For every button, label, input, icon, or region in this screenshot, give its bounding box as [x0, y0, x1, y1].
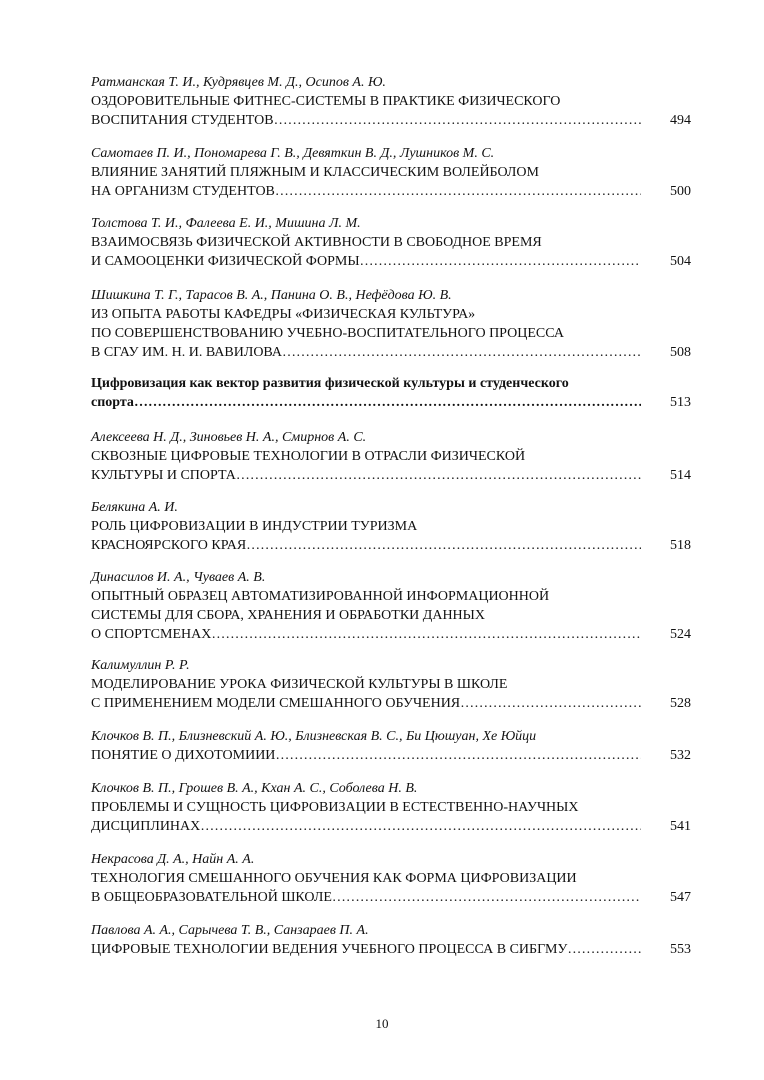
entry-title-line: КУЛЬТУРЫ И СПОРТА ……………………………………………………………………………………………………………………………………………………………………	[91, 466, 641, 485]
toc-entry	[91, 921, 691, 959]
entry-authors: Павлова А. А., Сарычева Т. В., Санзараев П. А.	[91, 923, 369, 938]
entry-title-line: В СГАУ ИМ. Н. И. ВАВИЛОВА ……………………………………………………………………………………………………………………………………………………………………	[91, 343, 641, 362]
entry-title-line: ВОСПИТАНИЯ СТУДЕНТОВ ……………………………………………………………………………………………………………………………………………………………………	[91, 111, 641, 130]
leader-dots	[274, 111, 641, 130]
entry-page-number: 508	[670, 345, 691, 360]
entry-authors: Некрасова Д. А., Найн А. А.	[91, 852, 255, 867]
entry-authors: Динасилов И. А., Чуваев А. В.	[91, 570, 266, 585]
entry-title-line: ВЗАИМОСВЯЗЬ ФИЗИЧЕСКОЙ АКТИВНОСТИ В СВОБОДНОЕ ВРЕМЯ	[91, 235, 542, 250]
entry-title-line: СИСТЕМЫ ДЛЯ СБОРА, ХРАНЕНИЯ И ОБРАБОТКИ ДАННЫХ	[91, 608, 485, 623]
toc-entry	[91, 850, 691, 907]
entry-page-number: 524	[670, 627, 691, 642]
entry-authors: Клочков В. П., Близневский А. Ю., Близневская В. С., Би Цюшуан, Хе Юйци	[91, 729, 537, 744]
entry-page-number: 494	[670, 113, 691, 128]
entry-title-line: И САМООЦЕНКИ ФИЗИЧЕСКОЙ ФОРМЫ ……………………………………………………………………………………………………………………………………………………………………	[91, 252, 641, 271]
entry-authors: Калимуллин Р. Р.	[91, 658, 190, 673]
toc-entry	[91, 498, 691, 555]
entry-title-line: ТЕХНОЛОГИЯ СМЕШАННОГО ОБУЧЕНИЯ КАК ФОРМА ЦИФРОВИЗАЦИИ	[91, 871, 577, 886]
entry-title-line: ЦИФРОВЫЕ ТЕХНОЛОГИИ ВЕДЕНИЯ УЧЕБНОГО ПРОЦЕССА В СИБГМУ ……………………………………………………………………………………………………………………………………………………………………	[91, 940, 641, 959]
leader-dots	[211, 625, 641, 644]
entry-title-line: ОЗДОРОВИТЕЛЬНЫЕ ФИТНЕС-СИСТЕМЫ В ПРАКТИКЕ ФИЗИЧЕСКОГО	[91, 94, 561, 109]
entry-title-line: Цифровизация как вектор развития физической культуры и студенческого	[91, 376, 569, 391]
leader-dots	[332, 888, 641, 907]
entry-title-line: ДИСЦИПЛИНАХ ……………………………………………………………………………………………………………………………………………………………………	[91, 817, 641, 836]
entry-title-line: СКВОЗНЫЕ ЦИФРОВЫЕ ТЕХНОЛОГИИ В ОТРАСЛИ ФИЗИЧЕСКОЙ	[91, 449, 526, 464]
toc-entry	[91, 727, 691, 765]
toc-entry	[91, 73, 691, 130]
entry-authors: Ратманская Т. И., Кудрявцев М. Д., Осипов А. Ю.	[91, 75, 386, 90]
entry-title-line: ВЛИЯНИЕ ЗАНЯТИЙ ПЛЯЖНЫМ И КЛАССИЧЕСКИМ ВОЛЕЙБОЛОМ	[91, 165, 539, 180]
leader-dots	[246, 536, 641, 555]
entry-authors: Клочков В. П., Грошев В. А., Кхан А. С., Соболева Н. В.	[91, 781, 418, 796]
toc-entry	[91, 428, 691, 485]
entry-authors: Белякина А. И.	[91, 500, 178, 515]
toc-section-heading	[91, 374, 691, 412]
leader-dots	[275, 182, 641, 201]
entry-authors: Шишкина Т. Г., Тарасов В. А., Панина О. В., Нефёдова Ю. В.	[91, 288, 452, 303]
leader-dots	[134, 393, 641, 412]
entry-title-line: РОЛЬ ЦИФРОВИЗАЦИИ В ИНДУСТРИИ ТУРИЗМА	[91, 519, 418, 534]
entry-page-number: 541	[670, 819, 691, 834]
entry-title-line: ПРОБЛЕМЫ И СУЩНОСТЬ ЦИФРОВИЗАЦИИ В ЕСТЕСТВЕННО-НАУЧНЫХ	[91, 800, 579, 815]
entry-title-line: В ОБЩЕОБРАЗОВАТЕЛЬНОЙ ШКОЛЕ ……………………………………………………………………………………………………………………………………………………………………	[91, 888, 641, 907]
toc-entry	[91, 779, 691, 836]
entry-page-number: 500	[670, 184, 691, 199]
entry-page-number: 504	[670, 254, 691, 269]
leader-dots	[200, 817, 641, 836]
entry-page-number: 547	[670, 890, 691, 905]
leader-dots	[236, 466, 641, 485]
entry-title-line: КРАСНОЯРСКОГО КРАЯ ……………………………………………………………………………………………………………………………………………………………………	[91, 536, 641, 555]
entry-authors: Самотаев П. И., Пономарева Г. В., Девяткин В. Д., Лушников М. С.	[91, 146, 495, 161]
entry-authors: Толстова Т. И., Фалеева Е. И., Мишина Л. М.	[91, 216, 361, 231]
entry-title-line: спорта ……………………………………………………………………………………………………………………………………………………………………	[91, 393, 641, 412]
leader-dots	[360, 252, 641, 271]
leader-dots	[460, 694, 641, 713]
toc-entry	[91, 144, 691, 201]
entry-title-line: ПО СОВЕРШЕНСТВОВАНИЮ УЧЕБНО-ВОСПИТАТЕЛЬНОГО ПРОЦЕССА	[91, 326, 564, 341]
entry-page-number: 518	[670, 538, 691, 553]
entry-title-line: ИЗ ОПЫТА РАБОТЫ КАФЕДРЫ «ФИЗИЧЕСКАЯ КУЛЬТУРА»	[91, 307, 476, 322]
entry-page-number: 513	[670, 395, 691, 410]
entry-page-number: 528	[670, 696, 691, 711]
entry-title-line: С ПРИМЕНЕНИЕМ МОДЕЛИ СМЕШАННОГО ОБУЧЕНИЯ ……………………………………………………………………………………………………………………………………………………………………	[91, 694, 641, 713]
entry-title-line: МОДЕЛИРОВАНИЕ УРОКА ФИЗИЧЕСКОЙ КУЛЬТУРЫ В ШКОЛЕ	[91, 677, 508, 692]
entry-page-number: 553	[670, 942, 691, 957]
entry-title-line: ПОНЯТИЕ О ДИХОТОМИИИ ……………………………………………………………………………………………………………………………………………………………………	[91, 746, 641, 765]
entry-title-line: НА ОРГАНИЗМ СТУДЕНТОВ ……………………………………………………………………………………………………………………………………………………………………	[91, 182, 641, 201]
page-number: 10	[375, 1016, 389, 1031]
toc-entry	[91, 568, 691, 644]
toc-entry	[91, 214, 691, 271]
leader-dots	[567, 940, 641, 959]
entry-title-line: О СПОРТСМЕНАХ ……………………………………………………………………………………………………………………………………………………………………	[91, 625, 641, 644]
leader-dots	[275, 746, 641, 765]
toc-entry	[91, 656, 691, 713]
toc-entry	[91, 286, 691, 362]
entry-page-number: 532	[670, 748, 691, 763]
entry-authors: Алексеева Н. Д., Зиновьев Н. А., Смирнов А. С.	[91, 430, 367, 445]
entry-page-number: 514	[670, 468, 691, 483]
leader-dots	[282, 343, 641, 362]
entry-title-line: ОПЫТНЫЙ ОБРАЗЕЦ АВТОМАТИЗИРОВАННОЙ ИНФОРМАЦИОННОЙ	[91, 589, 550, 604]
